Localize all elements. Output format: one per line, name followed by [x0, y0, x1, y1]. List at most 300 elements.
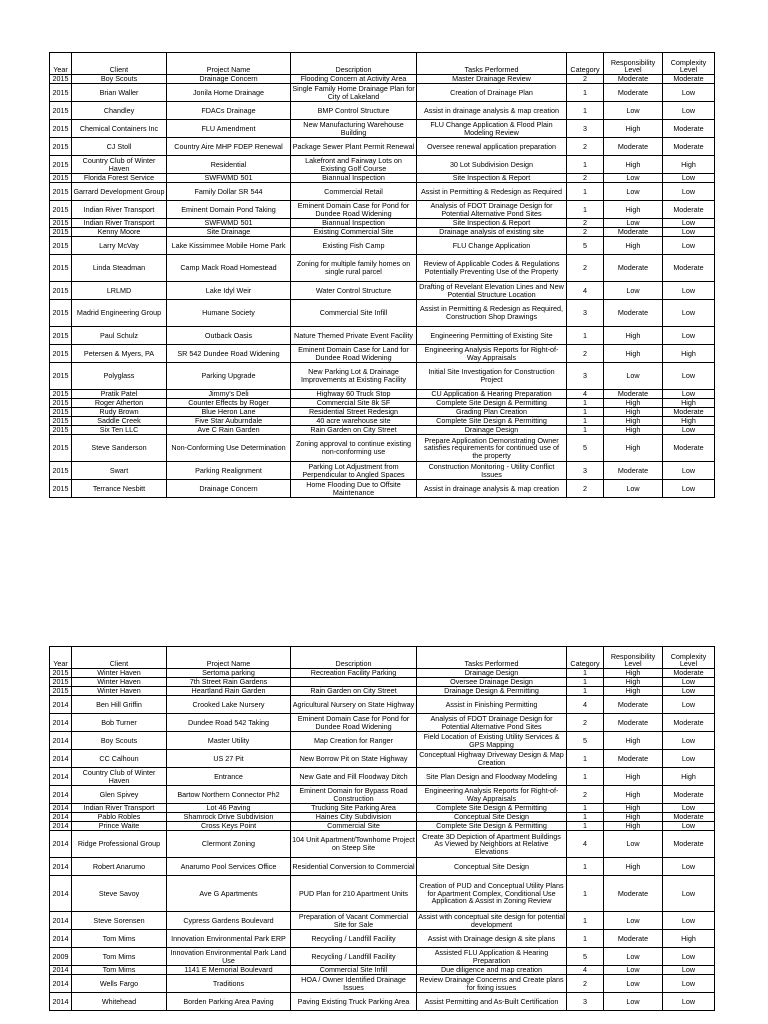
description-cell: Residential Conversion to Commercial [291, 858, 417, 876]
year-cell: 2014 [50, 993, 72, 1011]
category-cell: 1 [567, 183, 604, 201]
tasks-performed-cell: Prepare Application Demonstrating Owner satisfies requirements for continued use of the property [417, 435, 567, 462]
year-cell: 2015 [50, 426, 72, 435]
project-name-cell: SWFWMD 501 [167, 219, 291, 228]
complexity-level-cell: Low [663, 462, 715, 480]
project-name-cell: Dundee Road 542 Taking [167, 714, 291, 732]
category-cell: 1 [567, 876, 604, 912]
category-cell: 1 [567, 417, 604, 426]
category-cell: 4 [567, 696, 604, 714]
table-row [50, 327, 715, 345]
tasks-performed-cell: Review of Applicable Codes & Regulations Potentially Preventing Use of the Property [417, 255, 567, 282]
year-cell: 2015 [50, 75, 72, 84]
description-cell: Commercial Site 8k SF [291, 399, 417, 408]
client-cell: LRLMD [72, 282, 167, 300]
tasks-performed-cell: Drainage Design [417, 426, 567, 435]
complexity-level-cell: Low [663, 912, 715, 930]
responsibility-level-cell: High [604, 858, 663, 876]
table-row [50, 930, 715, 948]
client-cell: Winter Haven [72, 678, 167, 687]
responsibility-level-cell: Low [604, 282, 663, 300]
table-row [50, 435, 715, 462]
tasks-performed-cell: Conceptual Site Design [417, 858, 567, 876]
complexity-level-cell: High [663, 345, 715, 363]
category-cell: 1 [567, 408, 604, 417]
tasks-performed-cell: Engineering Analysis Reports for Right-of-Way Appraisals [417, 345, 567, 363]
project-name-cell: Clermont Zoning [167, 831, 291, 858]
category-cell: 2 [567, 138, 604, 156]
category-header: Category [567, 53, 604, 75]
category-cell: 2 [567, 480, 604, 498]
project-name-cell: Ave C Rain Garden [167, 426, 291, 435]
table-row [50, 120, 715, 138]
complexity-level-cell: Moderate [663, 138, 715, 156]
description-cell: Commercial Retail [291, 183, 417, 201]
category-cell: 5 [567, 732, 604, 750]
table-row [50, 822, 715, 831]
category-cell: 3 [567, 993, 604, 1011]
table-row [50, 426, 715, 435]
category-cell: 1 [567, 687, 604, 696]
year-cell: 2015 [50, 219, 72, 228]
year-cell: 2015 [50, 237, 72, 255]
project-name-cell: FDACs Drainage [167, 102, 291, 120]
year-cell: 2015 [50, 399, 72, 408]
year-cell: 2015 [50, 228, 72, 237]
year-cell: 2014 [50, 768, 72, 786]
tasks-performed-cell: Drafting of Revelant Elevation Lines and New Potential Structure Location [417, 282, 567, 300]
client-cell: Paul Schulz [72, 327, 167, 345]
tasks-performed-cell: Oversee renewal application preparation [417, 138, 567, 156]
table-row [50, 363, 715, 390]
complexity-level-cell: Low [663, 390, 715, 399]
table-row [50, 390, 715, 399]
project-name-cell: Outback Oasis [167, 327, 291, 345]
description-cell: Water Control Structure [291, 282, 417, 300]
client-cell: Pablo Robles [72, 813, 167, 822]
project-name-cell: Country Aire MHP FDEP Renewal [167, 138, 291, 156]
complexity-level-cell: Moderate [663, 669, 715, 678]
responsibility-level-cell: High [604, 813, 663, 822]
responsibility-level-cell: Low [604, 480, 663, 498]
complexity-level-cell: Moderate [663, 435, 715, 462]
complexity-level-cell: Low [663, 84, 715, 102]
year-cell: 2015 [50, 687, 72, 696]
tasks-performed-cell: Assist with Drainage design & site plans [417, 930, 567, 948]
description-cell: Commercial Site Infill [291, 966, 417, 975]
responsibility-level-cell: Moderate [604, 390, 663, 399]
description-cell: Haines City Subdivision [291, 813, 417, 822]
complexity-level-cell: Moderate [663, 75, 715, 84]
year-cell: 2014 [50, 750, 72, 768]
responsibility-level-cell: Low [604, 219, 663, 228]
table-row [50, 174, 715, 183]
tasks-performed-cell: Site Inspection & Report [417, 174, 567, 183]
category-cell: 3 [567, 462, 604, 480]
tasks-performed-cell: Drainage analysis of existing site [417, 228, 567, 237]
tasks-performed-cell: Construction Monitoring - Utility Conflict Issues [417, 462, 567, 480]
year-cell: 2009 [50, 948, 72, 966]
complexity-level-cell: Low [663, 876, 715, 912]
year-cell: 2015 [50, 678, 72, 687]
complexity-level-cell: Low [663, 804, 715, 813]
table-row [50, 408, 715, 417]
client-cell: Chemical Containers Inc [72, 120, 167, 138]
table-row [50, 138, 715, 156]
description-cell: Eminent Domain Case for Pond for Dundee Road Widening [291, 201, 417, 219]
category-cell: 4 [567, 831, 604, 858]
description-cell: 104 Unit Apartment/Townhome Project on Steep Site [291, 831, 417, 858]
description-cell: Package Sewer Plant Permit Renewal [291, 138, 417, 156]
table-row [50, 228, 715, 237]
responsibility-level-cell: High [604, 327, 663, 345]
responsibility-level-cell: Low [604, 831, 663, 858]
client-cell: Tom Mims [72, 948, 167, 966]
year-cell: 2014 [50, 696, 72, 714]
description-cell: PUD Plan for 210 Apartment Units [291, 876, 417, 912]
tasks-performed-cell: FLU Change Application [417, 237, 567, 255]
project-name-cell: Jimmy's Deli [167, 390, 291, 399]
description-cell: Agricultural Nursery on State Highway [291, 696, 417, 714]
responsibility-level-cell: High [604, 417, 663, 426]
complexity-level-cell: Low [663, 363, 715, 390]
table-row [50, 858, 715, 876]
tasks-performed-cell: Assist in Finishing Permitting [417, 696, 567, 714]
client-cell: Wells Fargo [72, 975, 167, 993]
year-cell: 2014 [50, 912, 72, 930]
client-cell: Steve Sorensen [72, 912, 167, 930]
category-cell: 4 [567, 966, 604, 975]
project-name-cell: Family Dollar SR 544 [167, 183, 291, 201]
table-row [50, 183, 715, 201]
table-row [50, 714, 715, 732]
project-name-cell: Residential [167, 156, 291, 174]
description-cell: Existing Commercial Site [291, 228, 417, 237]
tasks-performed-cell: Analysis of FDOT Drainage Design for Potential Alternative Pond Sites [417, 714, 567, 732]
project-name-cell: Drainage Concern [167, 75, 291, 84]
complexity-level-cell: Low [663, 327, 715, 345]
client-cell: Bob Turner [72, 714, 167, 732]
table-row [50, 669, 715, 678]
tasks-performed-cell: Complete Site Design & Permitting [417, 399, 567, 408]
tasks-performed-cell: Assist with conceptual site design for potential development [418, 911, 565, 929]
project-name-cell: Cross Keys Point [167, 822, 291, 831]
responsibility-level-cell: Moderate [604, 714, 663, 732]
year-cell: 2014 [50, 786, 72, 804]
complexity-level-cell: Moderate [663, 831, 715, 858]
responsibility-level-cell: High [604, 120, 663, 138]
table-row [50, 219, 715, 228]
description-cell: Lakefront and Fairway Lots on Existing Golf Course [291, 156, 417, 174]
complexity-level-cell: High [663, 417, 715, 426]
category-cell: 1 [567, 768, 604, 786]
description-cell: Highway 60 Truck Stop [291, 390, 417, 399]
responsibility-level-cell: High [604, 345, 663, 363]
year-cell: 2014 [50, 822, 72, 831]
table-row [50, 696, 715, 714]
responsibility-level-cell: Low [604, 966, 663, 975]
year-cell: 2015 [50, 363, 72, 390]
project-name-cell: Traditions [167, 975, 291, 993]
category-cell: 1 [567, 156, 604, 174]
client-cell: Ben Hill Griffin [72, 696, 167, 714]
tasks-performed-cell: CU Application & Hearing Preparation [417, 390, 567, 399]
year-cell: 2014 [50, 876, 72, 912]
project-name-cell: Sertoma parking [167, 669, 291, 678]
year-cell: 2015 [50, 300, 72, 327]
table-row [50, 948, 715, 966]
table-row [50, 687, 715, 696]
year-cell: 2015 [50, 417, 72, 426]
responsibility-level-cell: Moderate [604, 228, 663, 237]
tasks-performed-cell: Field Location of Existing Utility Services & GPS Mapping [417, 732, 567, 750]
category-cell: 1 [567, 102, 604, 120]
category-cell: 2 [567, 714, 604, 732]
table-header [50, 53, 715, 75]
category-cell: 5 [567, 435, 604, 462]
category-cell: 1 [567, 678, 604, 687]
complexity-level-cell: Low [663, 426, 715, 435]
table-row [50, 399, 715, 408]
category-cell: 1 [567, 201, 604, 219]
table-row [50, 966, 715, 975]
client-cell: Brian Waller [72, 84, 167, 102]
category-cell: 1 [567, 750, 604, 768]
tasks-performed-cell: Grading Plan Creation [417, 408, 567, 417]
description-cell: Zoning for multiple family homes on single rural parcel [291, 255, 417, 282]
client-cell: Boy Scouts [72, 732, 167, 750]
responsibility-level-cell: Low [604, 174, 663, 183]
client-cell: Roger Atherton [72, 399, 167, 408]
complexity-level-cell: Moderate [663, 120, 715, 138]
year-cell: 2015 [50, 138, 72, 156]
client-header: Client [72, 647, 167, 669]
category-cell: 2 [567, 219, 604, 228]
complexity-level-cell: Low [663, 183, 715, 201]
category-cell: 3 [567, 120, 604, 138]
client-cell: Winter Haven [72, 669, 167, 678]
description-cell: Rain Garden on City Street [291, 426, 417, 435]
project-name-cell: FLU Amendment [167, 120, 291, 138]
description-cell: New Manufacturing Warehouse Building [291, 120, 417, 138]
description-cell: New Parking Lot & Drainage Improvements at Existing Facility [291, 363, 417, 390]
client-header: Client [72, 53, 167, 75]
table-row [50, 282, 715, 300]
project-name-cell: 1141 E Memorial Boulevard [167, 966, 291, 975]
description-cell: Commercial Site [291, 822, 417, 831]
year-cell: 2014 [50, 813, 72, 822]
tasks-performed-cell: Assist in drainage analysis & map creation [417, 102, 567, 120]
category-cell: 2 [567, 975, 604, 993]
table-row [50, 156, 715, 174]
year-cell: 2015 [50, 183, 72, 201]
description-cell: Trucking Site Parking Area [291, 804, 417, 813]
description-cell: Rain Garden on City Street [291, 687, 417, 696]
responsibility-level-cell: High [604, 687, 663, 696]
category-cell: 2 [567, 345, 604, 363]
complexity-level-cell: Low [663, 174, 715, 183]
tasks-performed-cell: FLU Change Application & Flood Plain Modeling Review [417, 120, 567, 138]
tasks-performed-cell: Assisted FLU Application & Hearing Preparation [417, 948, 567, 966]
client-cell: Polyglass [72, 363, 167, 390]
responsibility-level-header: Responsibility Level [604, 647, 663, 669]
description-cell: New Borrow Pit on State Highway [291, 750, 417, 768]
client-cell: Ridge Professional Group [72, 831, 167, 858]
complexity-level-cell: Low [663, 966, 715, 975]
project-name-cell: Camp Mack Road Homestead [167, 255, 291, 282]
table-header [50, 647, 715, 669]
category-cell: 3 [567, 300, 604, 327]
complexity-level-cell: Low [663, 732, 715, 750]
table-row [50, 480, 715, 498]
description-cell: Recreation Facility Parking [291, 669, 417, 678]
table-row [50, 750, 715, 768]
responsibility-level-cell: Moderate [604, 84, 663, 102]
projects-table-2014 [49, 646, 715, 1011]
project-name-cell: Heartland Rain Garden [167, 687, 291, 696]
responsibility-level-cell: High [604, 435, 663, 462]
responsibility-level-cell: High [604, 408, 663, 417]
table-row [50, 975, 715, 993]
project-name-cell: Parking Realignment [167, 462, 291, 480]
responsibility-level-cell: High [604, 201, 663, 219]
category-cell: 1 [567, 84, 604, 102]
description-cell: Paving Existing Truck Parking Area [291, 993, 417, 1011]
complexity-level-cell: Low [663, 282, 715, 300]
year-header: Year [50, 53, 72, 75]
project-name-cell: US 27 Pit [167, 750, 291, 768]
complexity-level-cell: Low [663, 228, 715, 237]
year-header: Year [50, 647, 72, 669]
tasks-performed-cell: Site Plan Design and Floodway Modeling [417, 768, 567, 786]
responsibility-level-cell: High [604, 399, 663, 408]
complexity-level-cell: Low [663, 300, 715, 327]
year-cell: 2015 [50, 408, 72, 417]
responsibility-level-cell: High [604, 678, 663, 687]
responsibility-level-cell: Low [604, 993, 663, 1011]
client-cell: Tom Mims [72, 966, 167, 975]
year-cell: 2014 [50, 714, 72, 732]
table-row [50, 300, 715, 327]
tasks-performed-cell: Initial Site Investigation for Construction Project [417, 363, 567, 390]
tasks-performed-cell: Creation of Drainage Plan [417, 84, 567, 102]
table-row [50, 75, 715, 84]
client-cell: Saddle Creek [72, 417, 167, 426]
complexity-level-cell: High [663, 768, 715, 786]
client-cell: Petersen & Myers, PA [72, 345, 167, 363]
client-cell: Chandley [72, 102, 167, 120]
table-row [50, 786, 715, 804]
tasks-performed-cell: Create 3D Depiction of Apartment Buildings As Viewed by Neighbors at Relative Elevations [417, 831, 567, 858]
tasks-performed-cell: Complete Site Design & Permitting [417, 804, 567, 813]
description-cell: Residential Street Redesign [291, 408, 417, 417]
year-cell: 2015 [50, 462, 72, 480]
client-cell: CJ Stoll [72, 138, 167, 156]
table-row [50, 417, 715, 426]
project-name-cell: Blue Heron Lane [167, 408, 291, 417]
category-cell: 2 [567, 174, 604, 183]
year-cell: 2015 [50, 345, 72, 363]
responsibility-level-cell: Moderate [604, 75, 663, 84]
description-cell: Single Family Home Drainage Plan for City of Lakeland [292, 83, 415, 101]
category-cell: 1 [567, 858, 604, 876]
tasks-performed-header: Tasks Performed [417, 53, 567, 75]
year-cell: 2014 [50, 975, 72, 993]
project-name-cell: Borden Parking Area Paving [167, 993, 291, 1011]
year-cell: 2014 [50, 930, 72, 948]
complexity-level-cell: High [663, 156, 715, 174]
tasks-performed-cell: Conceptual Highway Driveway Design & Map Creation [417, 750, 567, 768]
complexity-level-cell: Low [663, 480, 715, 498]
complexity-level-cell: Moderate [663, 813, 715, 822]
client-cell: Robert Anarumo [72, 858, 167, 876]
year-cell: 2015 [50, 255, 72, 282]
tasks-performed-cell: Assist in drainage analysis & map creation [417, 480, 567, 498]
tasks-performed-cell: Site Inspection & Report [417, 219, 567, 228]
year-cell: 2015 [50, 327, 72, 345]
responsibility-level-cell: High [604, 237, 663, 255]
client-cell: Swart [72, 462, 167, 480]
complexity-level-cell: Moderate [663, 408, 715, 417]
description-cell: Preparation of Vacant Commercial Site for Sale [291, 912, 417, 930]
responsibility-level-cell: Low [604, 102, 663, 120]
project-name-cell: Parking Upgrade [167, 363, 291, 390]
tasks-performed-cell: Oversee Drainage Design [417, 678, 567, 687]
client-cell: Garrard Development Group [72, 183, 167, 201]
project-name-cell: SWFWMD 501 [167, 174, 291, 183]
project-name-cell: Eminent Domain Pond Taking [167, 201, 291, 219]
complexity-level-cell: Low [663, 975, 715, 993]
project-name-cell: Lake Kissimmee Mobile Home Park [167, 237, 291, 255]
client-cell: Tom Mims [72, 930, 167, 948]
category-cell: 4 [567, 390, 604, 399]
client-cell: Prince Waite [72, 822, 167, 831]
tasks-performed-cell: Complete Site Design & Permitting [417, 822, 567, 831]
responsibility-level-cell: Low [604, 183, 663, 201]
category-cell: 1 [567, 822, 604, 831]
client-cell: Indian River Transport [72, 804, 167, 813]
client-cell: Larry McVay [72, 237, 167, 255]
project-name-cell: Lake Idyl Weir [167, 282, 291, 300]
description-cell: Commercial Site Infill [291, 300, 417, 327]
project-name-cell: Non-Conforming Use Determination [167, 435, 291, 462]
project-name-header: Project Name [167, 647, 291, 669]
tasks-performed-cell: Conceptual Site Design [417, 813, 567, 822]
category-cell: 2 [567, 786, 604, 804]
tasks-performed-cell: Assist in Permitting & Redesign as Required, Construction Shop Drawings [417, 300, 567, 327]
description-cell: Eminent Domain Case for Pond for Dundee Road Widening [291, 714, 417, 732]
project-name-cell: Innovation Environmental Park Land Use [167, 948, 291, 966]
project-name-cell: Shamrock Drive Subdivision [167, 813, 291, 822]
complexity-level-cell: Moderate [663, 786, 715, 804]
description-cell: BMP Control Structure [291, 102, 417, 120]
category-cell: 1 [567, 327, 604, 345]
client-cell: Florida Forest Service [72, 174, 167, 183]
project-name-cell: Counter Effects by Roger [167, 399, 291, 408]
category-cell: 5 [567, 948, 604, 966]
complexity-level-cell: Low [663, 687, 715, 696]
tasks-performed-cell: Assist in Permitting & Redesign as Required [417, 183, 567, 201]
year-cell: 2015 [50, 120, 72, 138]
table-row [50, 237, 715, 255]
category-header: Category [567, 647, 604, 669]
project-name-cell: Lot 46 Paving [167, 804, 291, 813]
table-row [50, 912, 715, 930]
table-row [50, 678, 715, 687]
year-cell: 2015 [50, 201, 72, 219]
description-cell: Nature Themed Private Event Facility [291, 327, 417, 345]
category-cell: 2 [567, 75, 604, 84]
